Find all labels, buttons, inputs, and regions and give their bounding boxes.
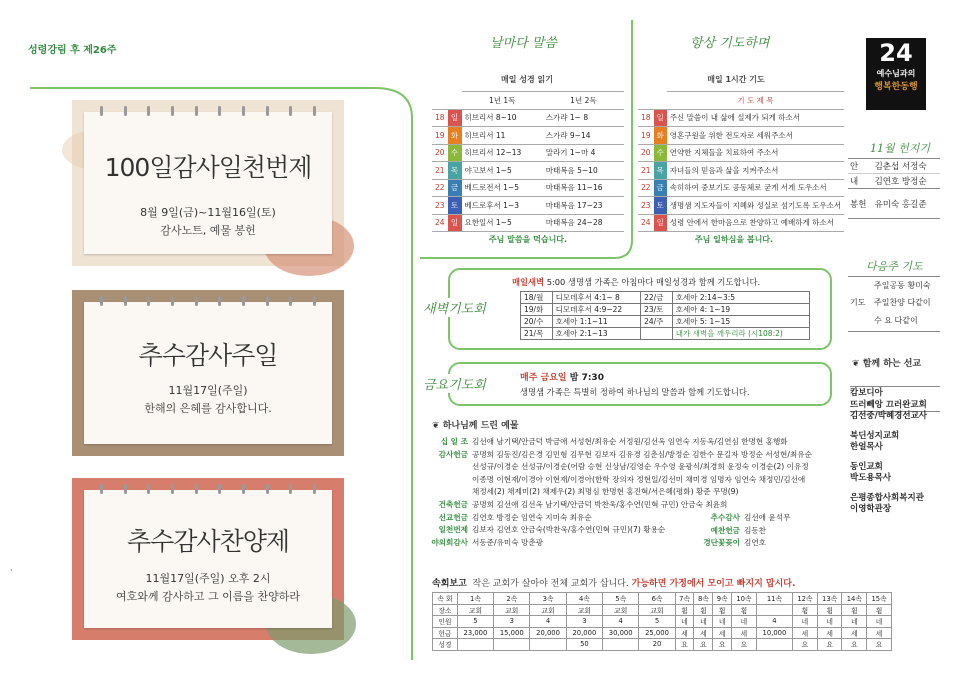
table-row: 23 토 베드로후서 1~3 마태복음 17~23 [432, 197, 624, 215]
list-item: 건축헌금 공명희 김선애 김선옥 남기택/안금덕 박찬욱/홍수연(민혁 규민) 안금숙 최윤희 [438, 499, 728, 509]
card-thanks-offering [72, 100, 344, 266]
table-row: 20/수 호세아 1:1~11 24/주 호세아 5: 1~15 [521, 316, 810, 328]
prayer-subtitle: 매일 1시간 기도 [707, 75, 765, 84]
daily-word-heading: 날마다 말씀 [490, 36, 557, 51]
table-row: 20 수 연약한 지체들을 치료하여 주소서 [638, 144, 844, 162]
card-title: 추수감사주일 [138, 341, 278, 370]
card-line: 11월17일(주일) [168, 384, 248, 397]
col-header: 1년 1독 [462, 92, 543, 110]
list-item: 경단꽃꽂이 김연호 [703, 538, 767, 548]
table-row: 21 목 야고보서 1~5 마태복음 5~10 [432, 162, 624, 180]
card-line: 8월 9일(금)~11월16일(토) [140, 206, 276, 219]
cell-table [432, 592, 892, 651]
table-row: 22 금 베드로전서 1~5 마태복음 11~16 [432, 179, 624, 197]
table-row: 장소 교회 교회 교회 교회 교회 교회 휨 휨 휨 휨 휨 휨 휨 휨 [433, 604, 892, 616]
offering-heading: ❦ 하나님께 드린 예물 [432, 421, 519, 431]
card-title: 추수감사찬양제 [126, 527, 290, 556]
table-row: 18/월 디모데후서 4:1~ 8 22/금 호세아 2:14~3:5 [521, 292, 810, 304]
table-row: 속 회 1속 2속 3속 4속 5속 6속 7속 8속 9속 10속 11속 12속 13속 14속 15속 [433, 593, 892, 605]
card-line: 감사노트, 예물 봉헌 [160, 224, 256, 237]
list-item: 추수감사 김선애 윤석무 [710, 513, 791, 522]
offering-right-list [700, 512, 790, 550]
card-line: 여호와께 감사하고 그 이름을 찬양하라 [115, 590, 300, 603]
card-line: 11월17일(주일) 오후 2시 [145, 572, 271, 585]
prayer-heading: 항상 기도하며 [690, 36, 770, 51]
friday-box [448, 362, 832, 406]
list-item: 채정세(2) 채제미(2) 채제우(2) 최명심 한명현 홍진혁/서은혜(평화) 황준 무명(9) [472, 487, 739, 497]
daily-word-footer: 주님 말씀을 먹습니다. [488, 235, 568, 244]
table-row: 19 화 히브리서 11 스가랴 9~14 [432, 127, 624, 145]
table-row: 18 일 주신 말씀이 내 삶에 실제가 되게 하소서 [638, 109, 844, 127]
table-row: 성경 50 20 요 요 요 요 요 요 요 요 [433, 639, 892, 651]
dawn-intro: 매일새벽 5:00 생명샘 가족은 아침마다 매일성경과 함께 기도합니다. [512, 277, 761, 287]
prayer-footer: 주님 일하심을 봅니다. [694, 235, 774, 244]
table-row: 23 토 생명샘 지도자들이 지혜와 성실로 섬기도록 도우소서 [638, 197, 844, 215]
card-harvest-sunday [72, 290, 344, 456]
table-row: 21/목 호세아 2:1~13 내가 새벽을 깨우리라 (시108:2) [521, 328, 810, 340]
table-row: 24 일 성령 안에서 한마음으로 찬양하고 예배하게 하소서 [638, 214, 844, 232]
next-week-heading: 다음주 기도 [866, 260, 923, 273]
table-row: 20 수 히브리서 12~13 말라기 1~마 4 [432, 144, 624, 162]
dawn-table [520, 291, 810, 340]
mission-list: 캄보디아 뜨러뻬앙 끄러완교회 김선중/박혜경선교사 북딘성지교회 한얼목사 동인교회 박도용목사 은평종합사회복지관 이영학관장 [850, 388, 928, 514]
november-heading: 11월 헌지기 [870, 142, 930, 155]
prayer-table [638, 91, 844, 232]
week-label: 성령강림 후 제26주 [28, 45, 117, 56]
tree-icon: ❦ [432, 421, 440, 431]
list-item: 선교헌금 김연호 방정순 임연숙 지미숙 최유순 [438, 512, 592, 522]
list-item: 선성규/이경순 선성규/이경순(어람 승현 신상남/김영순 우수영 윤광식/최경희 윤정숙 이경순(2) 이유정 [472, 462, 809, 472]
margin-dot: · [10, 566, 13, 575]
card-line: 한해의 은혜를 감사합니다. [144, 402, 272, 415]
table-row: 19 화 영혼구원을 위한 전도자로 세워주소서 [638, 127, 844, 145]
table-row: 22 금 속히하여 중보기도 공동체로 굳게 서게 도우소서 [638, 179, 844, 197]
daily-word-subtitle: 매일 성경 읽기 [501, 75, 553, 84]
table-row: 18 일 히브리서 8~10 스가랴 1~ 8 [432, 109, 624, 127]
table-row: 21 목 자녀들의 믿음과 삶을 지켜주소서 [638, 162, 844, 180]
november-table: 안 김춘섭 서정숙 내 김연호 방정순 봉헌 유미숙 홍길준 [848, 158, 940, 219]
list-item: 이종명 이현재/이경아 이현재/이경아(한학 장의자 정현일/김선미 채미경 임명자 임연숙 채정민/김선애 [472, 474, 806, 484]
dawn-label: 새벽기도회 [420, 298, 489, 317]
daily-word-table [432, 91, 624, 232]
friday-time: 매주 금요일 밤 7:30 [520, 373, 604, 383]
table-row: 19/화 디모데후서 4:9~22 23/토 호세아 4: 1~19 [521, 304, 810, 316]
list-item: 일천번제 김보자 김연호 안금숙(박찬욱/홍수연(민혁 규민)(7) 황용순 [438, 525, 666, 535]
table-row: 24 일 요한일서 1~5 마태복음 24~28 [432, 214, 624, 232]
card-title: 100일감사일천번제 [104, 153, 312, 182]
mission-heading: ❦ 함께 하는 선교 [852, 359, 922, 369]
friday-text: 생명샘 가족은 특별히 정하여 하나님의 말씀과 함께 기도합니다. [520, 387, 750, 397]
list-item: 예찬헌금 김동찬 [710, 525, 767, 535]
cell-header: 속회보고 작은 교회가 살아야 전체 교회가 삽니다. 가능하면 가정에서 모이고 빠지지 맙시다. [432, 579, 796, 589]
col-header: 1년 2독 [543, 92, 624, 110]
list-item: 십 일 조 김선애 남기택/안금덕 박금애 서성현/최유순 서정원/김선옥 임연숙 지동옥/김연심 한명현 홍행화 [440, 437, 788, 446]
card-harvest-praise [72, 478, 344, 640]
table-row: 헌금 23,000 15,000 20,000 20,000 30,000 25,000 세 세 세 세 10,000 세 세 세 세 [433, 627, 892, 639]
table-row: 인원 5 3 4 3 4 5 네 네 네 네 4 네 네 네 네 [433, 616, 892, 628]
tree-icon: ❦ [852, 359, 860, 369]
ministry-logo: 24 예수님과의 행복한동행 [866, 38, 926, 110]
col-header: 기 도 제 목 [667, 92, 844, 110]
list-item: 감사헌금 공명희 김동진/김은경 김민형 김무현 김보자 김유경 김춘심/방정순 김한수 문길자 방정순 서성현/최유순 [438, 449, 812, 459]
list-item: 야외회감사 서동준/유미숙 망춘광 [431, 537, 543, 547]
next-week-box: 기도 주일공동 황미숙 주일찬양 다같이 수 요 다같이 [848, 276, 940, 332]
friday-label: 금요기도회 [420, 374, 489, 393]
